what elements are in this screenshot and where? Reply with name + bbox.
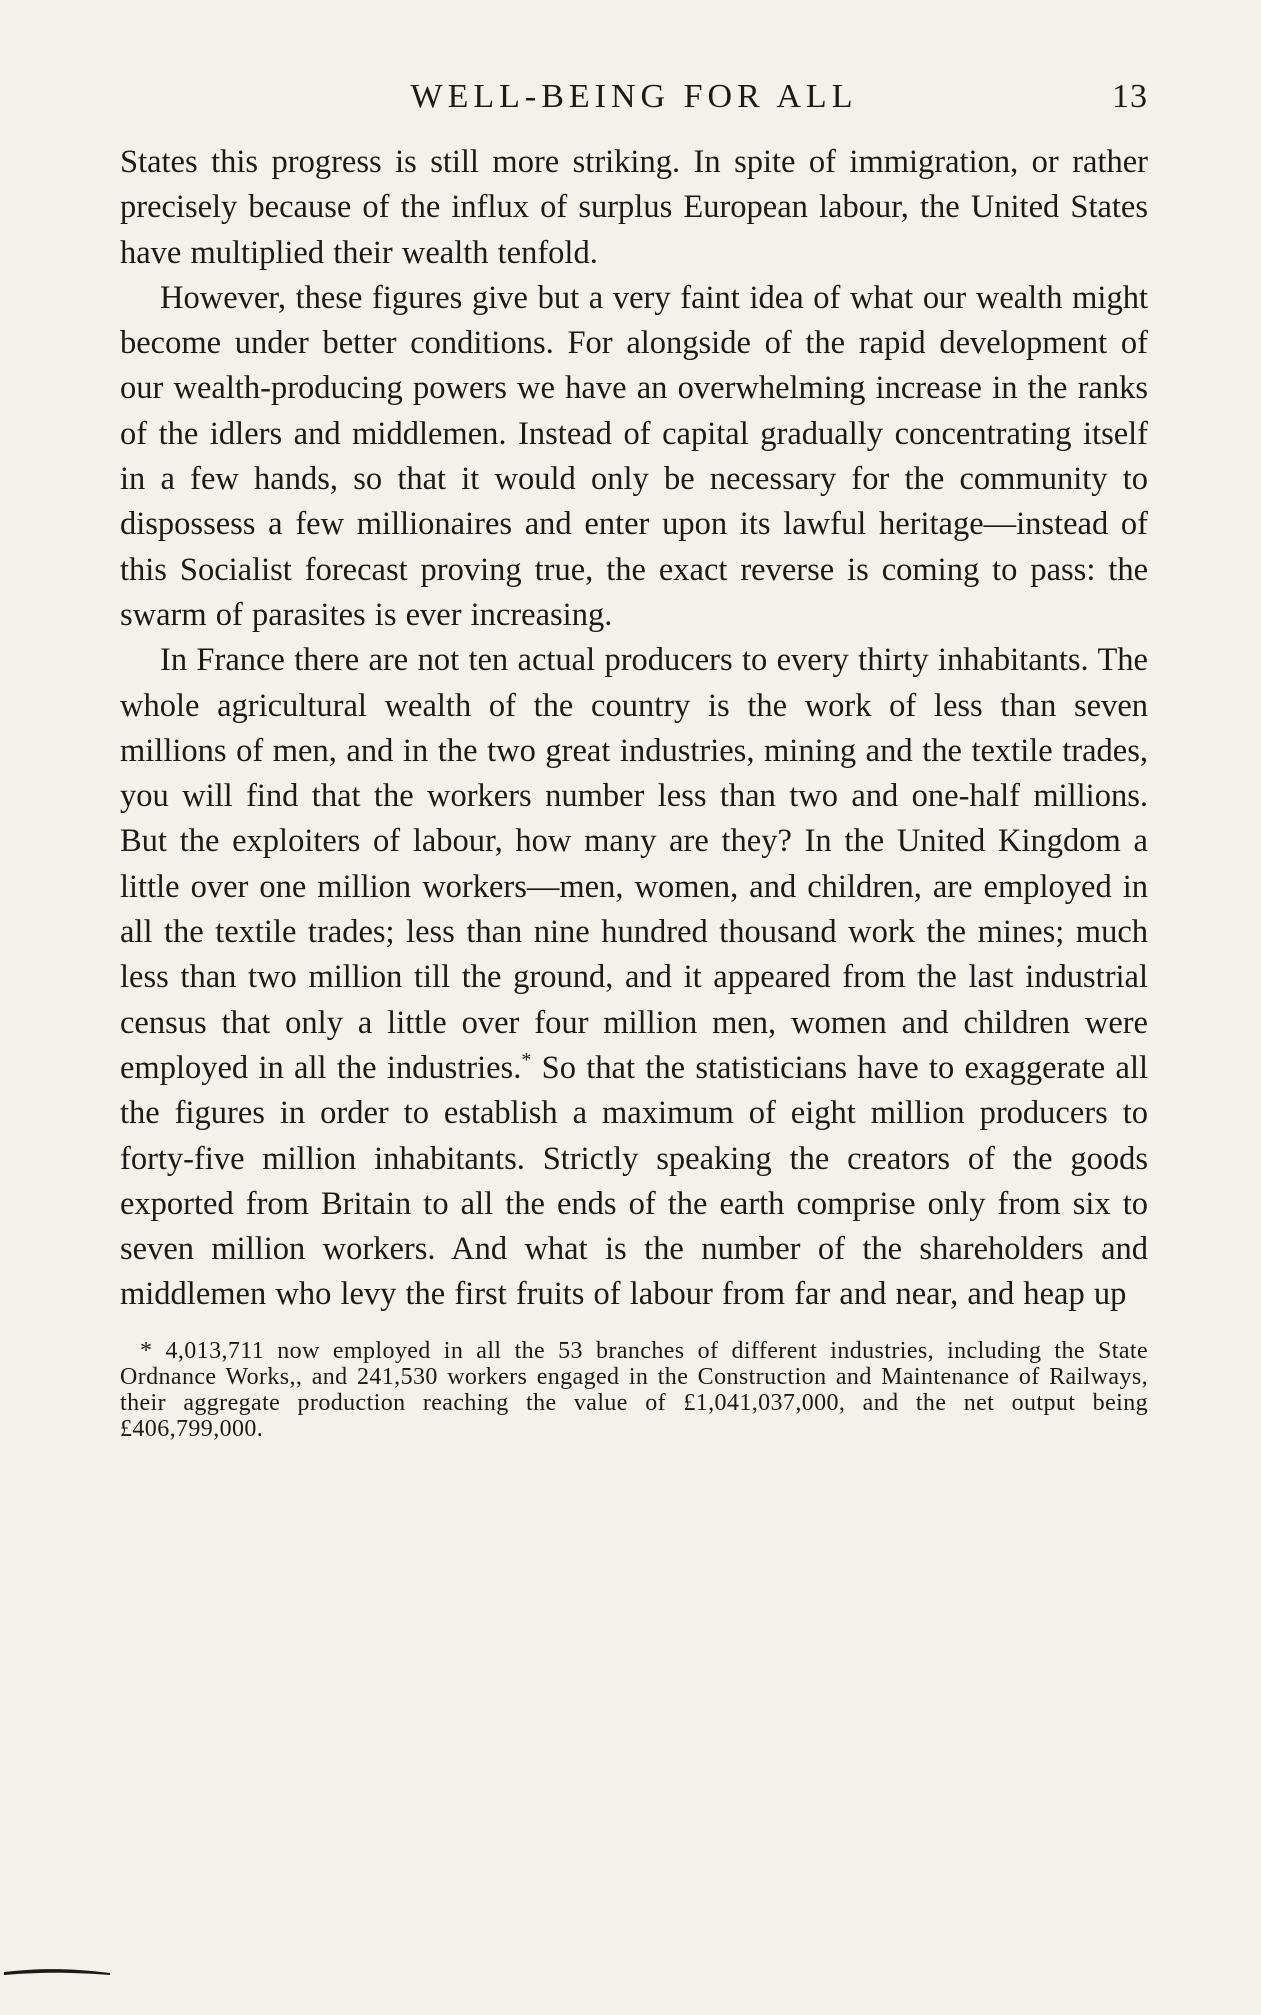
footnote-marker: * [140,1337,153,1364]
paragraph-text: However, these figures give but a very faint idea of what our wealth might become under better conditions. For alongside of the rapid development of our wealth-producing powers we have an overwhelming increase in the ranks of the idlers and middlemen. Instead of capital gradually concentrating itself in a few hands, so that it would only be necessary for the community to dispossess a few millionaires and enter upon its lawful heritage—instead of this Socialist forecast proving true, the exact reverse is coming to pass: the swarm of parasites is ever increasing. [120,279,1148,633]
footnote-body: 4,013,711 now employed in all the 53 branches of different industries, including the State Ordnance Works,, and 241,530 workers engaged in the Construction and Maintenance of Railways, their aggregate production reaching the value of £1,041,037,000, and the net output being £406,799,000. [120,1337,1148,1442]
body-text [120,140,1148,1318]
footnote [120,1338,1148,1442]
footnote-reference: * [521,1049,532,1072]
paragraph [120,276,1148,638]
running-head: WELL-BEING FOR ALL [410,78,858,115]
page-number: 13 [1112,78,1148,115]
footnote-text [120,1338,1148,1442]
book-page [120,78,1148,1442]
scan-artifact-icon [0,1960,120,1980]
paragraph-text: States this progress is still more striking. In spite of immigration, or rather precisely because of the influx of surplus European labour, the United States have multiplied their wealth tenfold. [120,144,1148,271]
paragraph-text: In France there are not ten actual producers to every thirty inhabitants. The whole agricultural wealth of the country is the work of less than seven millions of men, and in the two great industries, mining and the textile trades, you will find that the workers number less than two and one-half millions. But the exploiters of labour, how many are they? In the United Kingdom a little over one million workers—men, women, and children, are employed in all the textile trades; less than nine hundred thousand work the mines; much less than two million till the ground, and it appeared from the last industrial census that only a little over four million men, women and children were employed in all the industries. [120,642,1148,1086]
page-header [120,78,1148,128]
paragraph-text: So that the statisticians have to exaggerate all the figures in order to establish a maximum of eight million producers to forty-five million inhabitants. Strictly speaking the creators of the goods exported from Britain to all the ends of the earth comprise only from six to seven million workers. And what is the number of the shareholders and middlemen who levy the first fruits of labour from far and near, and heap up [120,1049,1149,1313]
paragraph [120,638,1148,1317]
paragraph [120,140,1148,276]
